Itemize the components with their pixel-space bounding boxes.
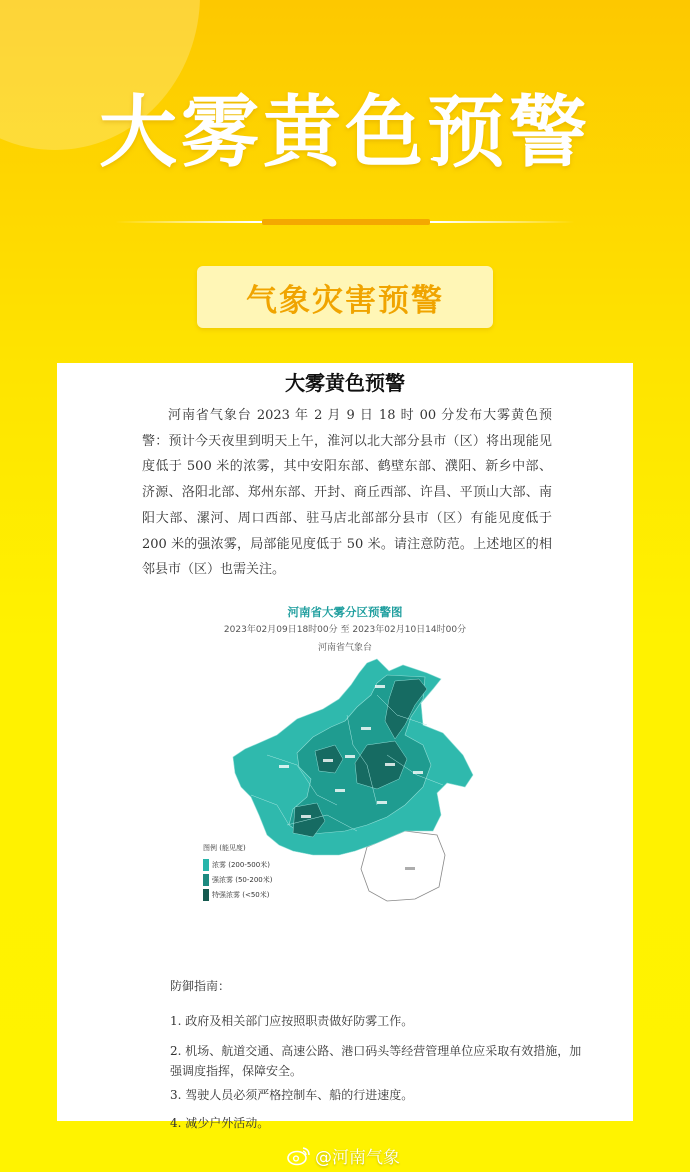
legend-title: 图例 (能见度) — [203, 844, 246, 852]
map-legend — [203, 843, 272, 902]
category-badge — [197, 266, 493, 328]
legend-swatch — [203, 889, 209, 901]
guide-title: 防御指南： — [170, 979, 231, 993]
warning-document — [57, 363, 633, 1130]
map-title: 河南省大雾分区预警图 — [287, 605, 403, 619]
map-time-range: 2023年02月09日18时00分 至 2023年02月10日14时00分 — [223, 625, 467, 635]
guide-item: 3. 驾驶人员必须严格控制车、船的行进速度。 — [170, 1088, 414, 1102]
legend-swatch — [203, 874, 209, 886]
legend-swatch — [203, 859, 209, 871]
watermark-text: @河南气象 — [315, 1148, 400, 1168]
guide-item: 2. 机场、航道交通、高速公路、港口码头等经营管理单位应采取有效措施，加强调度指挥，保障安全。 — [170, 1044, 582, 1078]
document-body — [142, 403, 552, 583]
guide-item: 1. 政府及相关部门应按照职责做好防雾工作。 — [170, 1014, 414, 1028]
watermark — [287, 1143, 400, 1168]
document-paragraph: 河南省气象台 2023 年 2 月 9 日 18 时 00 分发布大雾黄色预警：预计今天夜里到明天上午，淮河以北大部分县市（区）将出现能见度低于 500 米的浓雾，其中安阳东部、鹤壁东部、濮阳、新乡中部、济源、洛阳北部、郑州东部、开封、商丘西部、许昌、平顶山大部、南阳大部、漯河、周口西部、驻马店北部部分县市（区）有能见度低于 200 米的强浓雾，局部能见度低于 50 米。请注意防范。上述地区的相邻县市（区）也需关注。 — [142, 408, 552, 578]
weibo-icon — [287, 1146, 311, 1166]
legend-item: 浓雾 (200-500米) — [203, 857, 272, 872]
legend-item: 强浓雾 (50-200米) — [203, 872, 272, 887]
document-title: 大雾黄色预警 — [285, 371, 405, 395]
legend-item: 特强浓雾 (<50米) — [203, 887, 272, 902]
category-badge-label: 气象灾害预警 — [246, 282, 444, 319]
title-divider-accent — [262, 219, 430, 225]
page-title: 大雾黄色预警 — [98, 88, 591, 178]
map-organization: 河南省气象台 — [317, 643, 372, 653]
guide-item: 4. 减少户外活动。 — [170, 1116, 270, 1130]
